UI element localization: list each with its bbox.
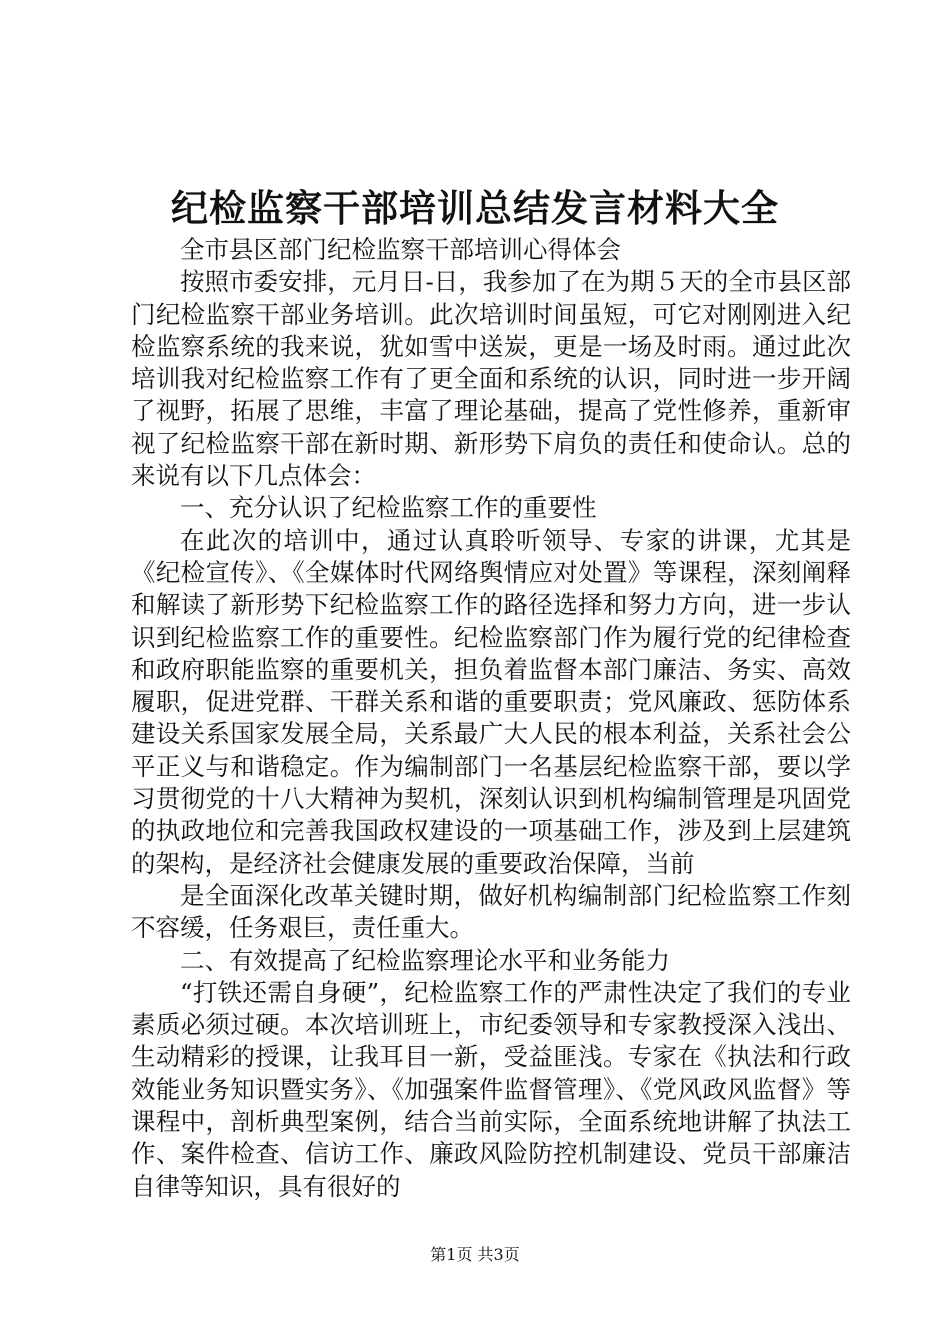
paragraph-intro: 按照市委安排，元月日-日，我参加了在为期５天的全市县区部门纪检监察干部业务培训。此次培训时间虽短，可它对刚刚进入纪检监察系统的我来说，犹如雪中送炭，更是一场及时雨。通过此次培训我对纪检监察工作有了更全面和系统的认识，同时进一步开阔了视野，拓展了思维，丰富了理论基础，提高了党性修养，重新审视了纪检监察干部在新时期、新形势下肩负的责任和使命认。总的来说有以下几点体会： (131, 267, 851, 491)
paragraph-section-2: “打铁还需自身硬”，纪检监察工作的严肃性决定了我们的专业素质必须过硬。本次培训班上，市纪委领导和专家教授深入浅出、生动精彩的授课，让我耳目一新，受益匪浅。专家在《执法和行政效能业务知识暨实务》、《加强案件监督管理》、《党风政风监督》等课程中，剖析典型案例，结合当前实际，全面系统地讲解了执法工作、案件检查、信访工作、廉政风险防控机制建设、党员干部廉洁自律等知识，具有很好的 (131, 977, 851, 1201)
paragraph-section-1-continued: 是全面深化改革关键时期，做好机构编制部门纪检监察工作刻不容缓，任务艰巨，责任重大。 (131, 880, 851, 943)
section-heading-1: 一、充分认识了纪检监察工作的重要性 (180, 493, 597, 523)
section-heading-2: 二、有效提高了纪检监察理论水平和业务能力 (180, 945, 670, 975)
page-footer: 第1页 共3页 (430, 1245, 520, 1264)
paragraph-section-1: 在此次的培训中，通过认真聆听领导、专家的讲课，尤其是《纪检宣传》、《全媒体时代网络舆情应对处置》等课程，深刻阐释和解读了新形势下纪检监察工作的路径选择和努力方向，进一步认识到纪检监察工作的重要性。纪检监察部门作为履行党的纪律检查和政府职能监察的重要机关，担负着监督本部门廉洁、务实、高效履职，促进党群、干群关系和谐的重要职责；党风廉政、惩防体系建设关系国家发展全局，关系最广大人民的根本利益，关系社会公平正义与和谐稳定。作为编制部门一名基层纪检监察干部，要以学习贯彻党的十八大精神为契机，深刻认识到机构编制管理是巩固党的执政地位和完善我国政权建设的一项基础工作，涉及到上层建筑的架构，是经济社会健康发展的重要政治保障，当前 (131, 525, 851, 878)
document-body (131, 234, 851, 1203)
paragraph-subtitle: 全市县区部门纪检监察干部培训心得体会 (180, 235, 621, 264)
document-title: 纪检监察干部培训总结发言材料大全 (171, 186, 779, 230)
